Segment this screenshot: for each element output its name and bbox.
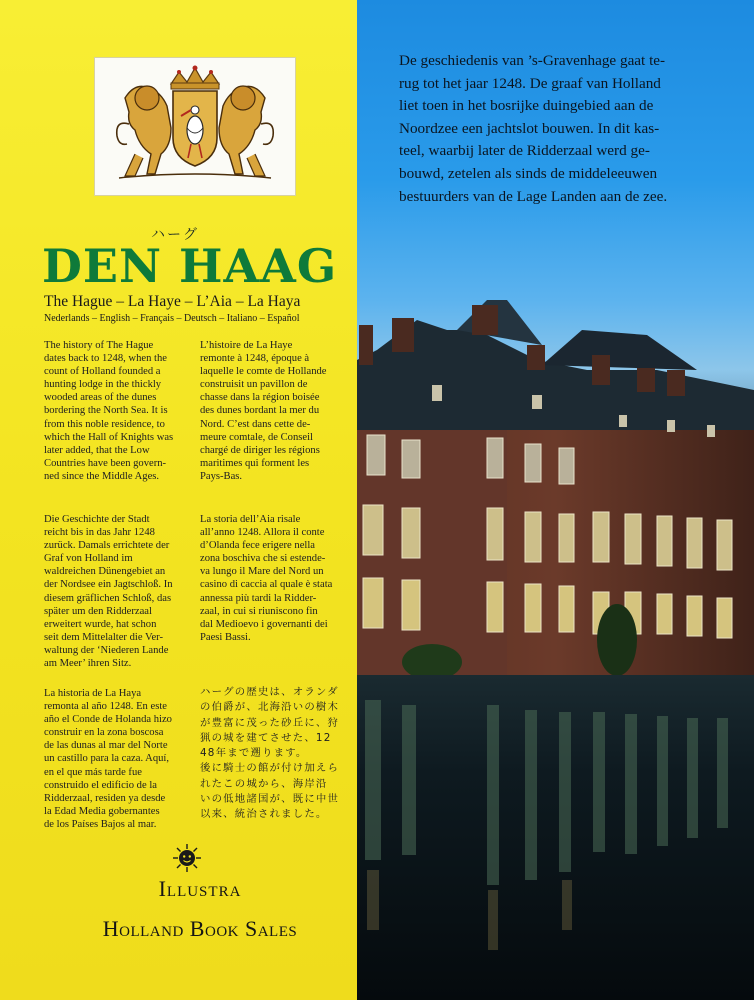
text-line: rug tot het jaar 1248. De graaf van Holland [399, 74, 661, 92]
publisher-name: Illustra [158, 876, 242, 901]
coat-of-arms-icon [94, 57, 296, 196]
text-line: の伯爵が、北海沿いの樹木 [200, 701, 340, 714]
text-line: de las dunas al mar del Norte [44, 740, 168, 752]
text-line: chasse dans la région boisée [200, 392, 320, 404]
language-list: Nederlands – English – Français – Deutsch – Italiano – Español [44, 313, 300, 324]
japanese-title: ハーグ [151, 227, 199, 243]
text-line: れたこの城から、海岸沿 [200, 777, 328, 790]
text-line: laquelle le comte de Hollande [200, 366, 327, 378]
text-line: erweitert wurde, hat schon [44, 618, 157, 630]
text-line: from this noble residence, to [44, 418, 165, 430]
text-line: en el que más tarde fue [44, 766, 142, 778]
text-line: dates back to 1248, when the [44, 353, 167, 365]
text-line: Noordzee een jachtslot bouwen. In dit kas- [399, 119, 660, 137]
text-line: des dunes bordant la mer du [200, 405, 320, 417]
text-line: Countries have been govern- [44, 457, 167, 469]
text-line: construir en la zona boscosa [44, 727, 164, 739]
text-line: teel, waarbij later de Ridderzaal werd ge- [399, 142, 650, 160]
text-line: L’histoire de La Haye [200, 340, 293, 351]
text-line: wooded areas of the dunes [44, 392, 157, 404]
text-line: der Nordsee ein Jagtschloß. In [44, 579, 173, 591]
text-line: count of Holland founded a [44, 366, 161, 378]
text-line: la Edad Media gobernantes [44, 805, 160, 817]
text-line: dal Medioevo i governanti dei [200, 618, 328, 630]
text-line: Nord. C’est dans cette de- [200, 418, 311, 430]
text-line: diesem gräflichen Schloß, das [44, 592, 172, 604]
text-line: zaal, in cui si riuniscono fin [200, 605, 318, 617]
text-line: 後に騎士の館が付け加えら [200, 762, 340, 775]
english-text [44, 339, 173, 483]
text-line: waltung der ‘Niederen Lande [44, 644, 169, 656]
text-line: La historia de La Haya [44, 688, 142, 699]
text-line: Ridderzaal, residen ya desde [44, 792, 166, 804]
text-line: später um den Ridderzaal [44, 605, 152, 617]
sun-emblem-icon [172, 843, 202, 878]
text-line: later added, that the Low [44, 444, 150, 456]
italian-text [200, 513, 332, 644]
french-text [200, 339, 326, 483]
text-line: The history of The Hague [44, 340, 154, 351]
text-line: seit dem Mittelalter die Ver- [44, 631, 164, 643]
text-line: un castillo para la caza. Aquí, [44, 753, 170, 765]
text-line: reicht bis in das Jahr 1248 [44, 527, 155, 539]
text-line: va lungo il Mare del Nord un [200, 566, 324, 578]
spanish-text [44, 687, 172, 831]
text-line: maritimes qui forment les [200, 457, 310, 469]
text-line: bouwd, zetelen als sinds de middeleeuwen [399, 164, 658, 182]
text-line: construido el edificio de la [44, 779, 157, 791]
text-line: いの低地諸国が、既に中世 [200, 793, 340, 806]
text-line: 以来、統治されました。 [200, 808, 328, 821]
text-line: de los Países Bajos al mar. [44, 818, 157, 830]
text-line: am Meer’ ihren Sitz. [44, 658, 132, 670]
text-line: remonte à 1248, époque à [200, 353, 310, 365]
text-line: Pays-Bas. [200, 470, 243, 482]
dutch-text [399, 50, 719, 208]
text-line: ned since the Middle Ages. [44, 470, 160, 482]
text-line: annessa più tardi la Ridder- [200, 592, 317, 604]
text-line: waldreichen Dünengebiet an [44, 566, 166, 578]
text-line: 48年まで遡ります。 [200, 747, 308, 760]
text-line: zona boschiva che si estende- [200, 553, 326, 565]
text-line: meure comtale, de Conseil [200, 431, 313, 443]
text-line: 猟の城を建てさせた、12 [200, 731, 332, 744]
text-line: remonta al año 1248. En este [44, 701, 167, 713]
german-text [44, 513, 173, 670]
book-title: DEN HAAG [42, 239, 338, 293]
text-line: が豊富に茂った砂丘に、狩 [200, 716, 340, 729]
yellow-panel [0, 0, 357, 1000]
text-line: Die Geschichte der Stadt [44, 514, 150, 525]
text-line: construisit un pavillon de [200, 379, 308, 391]
text-line: which the Hall of Knights was [44, 431, 174, 443]
subtitle: The Hague – La Haye – L’Aia – La Haya [44, 293, 301, 310]
text-line: ハーグの歴史は、オランダ [200, 686, 339, 698]
text-line: De geschiedenis van ’s-Gravenhage gaat te- [399, 52, 666, 69]
japanese-text [200, 685, 339, 823]
text-line: bordering the North Sea. It is [44, 405, 168, 417]
text-line: d’Olanda fece erigere nella [200, 540, 315, 552]
text-line: all’anno 1248. Allora il conte [200, 527, 325, 539]
text-line: año el Conde de Holanda hizo [44, 714, 172, 726]
text-line: bestuurders van de Lage Landen aan de zee. [399, 187, 668, 205]
text-line: zurück. Damals errichtete der [44, 540, 170, 552]
text-line: Graf von Holland im [44, 553, 133, 565]
text-line: liet toen in het bosrijke duingebied aan de [399, 97, 654, 115]
publisher-sales: Holland Book Sales [102, 916, 298, 941]
text-line: La storia dell’Aia risale [200, 514, 301, 525]
text-line: Paesi Bassi. [200, 631, 251, 643]
text-line: casino di caccia al quale è stata [200, 579, 333, 591]
text-line: chargé de diriger les régions [200, 444, 320, 456]
text-line: hunting lodge in the thickly [44, 379, 162, 391]
